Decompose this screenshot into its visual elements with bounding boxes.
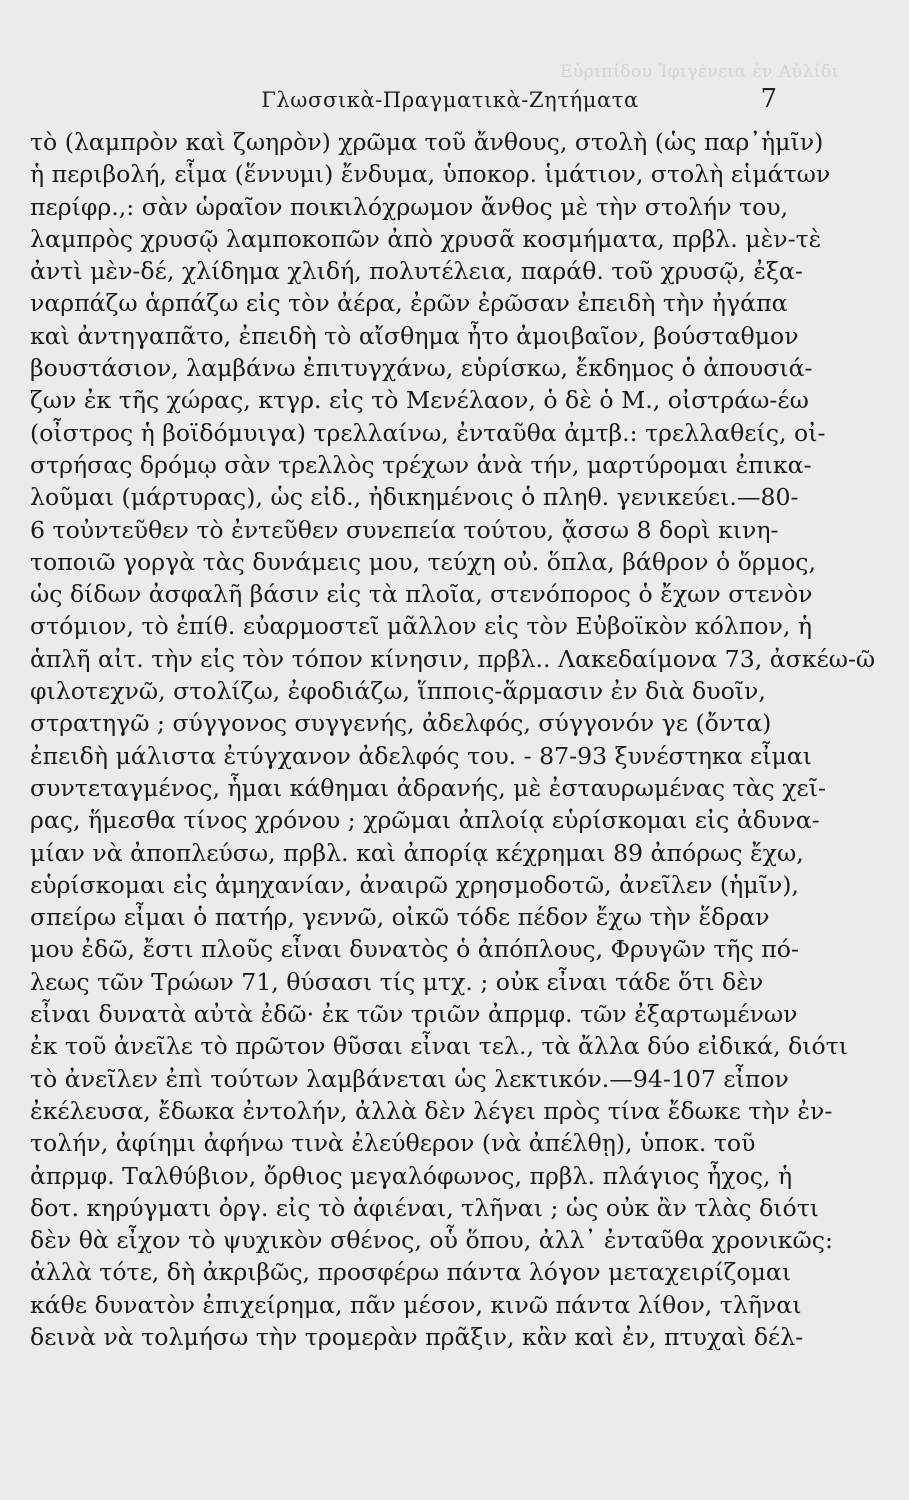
text-line: ἐκ τοῦ ἀνεῖλε τὸ πρῶτον θῦσαι εἶναι τελ., τὰ ἄλλα δύο εἰδικά, διότι (30, 1032, 849, 1061)
text-line: συντεταγμένος, ἧμαι κάθημαι ἀδρανής, μὲ ἐσταυρωμένας τὰς χεῖ- (30, 773, 826, 802)
text-line: ὡς δίδων ἀσφαλῆ βάσιν εἰς τὰ πλοῖα, στενόπορος ὁ ἔχων στενὸν (30, 580, 813, 609)
text-line: σπείρω εἶμαι ὁ πατήρ, γεννῶ, οἰκῶ τόδε πέδον ἔχω τὴν ἕδραν (30, 903, 770, 932)
text-line: ἐκέλευσα, ἔδωκα ἐντολήν, ἀλλὰ δὲν λέγει πρὸς τίνα ἔδωκε τὴν ἐν- (30, 1096, 833, 1125)
text-line: ἐπειδὴ μάλιστα ἐτύγχανον ἀδελφός του. - 87-93 ξυνέστηκα εἶμαι (30, 741, 813, 770)
text-line: δεινὰ νὰ τολμήσω τὴν τρομερὰν πρᾶξιν, κἂν καὶ ἐν, πτυχαὶ δέλ- (30, 1322, 804, 1351)
text-line: τοποιῶ γοργὰ τὰς δυνάμεις μου, τεύχη οὐ. ὅπλα, βάθρον ὁ ὅρμος, (30, 547, 817, 576)
text-line: ρας, ἥμεσθα τίνος χρόνου ; χρῶμαι ἀπλοίᾳ εὑρίσκομαι εἰς ἀδυνα- (30, 806, 820, 835)
page-header (0, 84, 909, 120)
body-text (30, 126, 876, 1353)
text-line: λοῦμαι (μάρτυρας), ὡς εἰδ., ἠδικημένοις ὁ πληθ. γενικεύει.—80- (30, 483, 799, 512)
running-title: Γλωσσικὰ-Πραγματικὰ-Ζητήματα (261, 88, 639, 112)
text-line: δὲν θὰ εἶχον τὸ ψυχικὸν σθένος, οὗ ὅπου, ἀλλ᾽ ἐνταῦθα χρονικῶς: (30, 1226, 833, 1255)
text-line: εἶναι δυνατὰ αὐτὰ ἐδῶ· ἐκ τῶν τριῶν ἀπρμφ. τῶν ἐξαρτωμένων (30, 1000, 798, 1029)
text-line: μίαν νὰ ἀποπλεύσω, πρβλ. καὶ ἀπορίᾳ κέχρημαι 89 ἀπόρως ἔχω, (30, 838, 804, 867)
text-line: ἀπρμφ. Ταλθύβιον, ὄρθιος μεγαλόφωνος, πρβλ. πλάγιος ἦχος, ἡ (30, 1161, 793, 1190)
text-line: δοτ. κηρύγματι ὀργ. εἰς τὸ ἀφιέναι, τλῆναι ; ὡς οὐκ ἂν τλὰς διότι (30, 1193, 820, 1222)
bleed-through-text: Εὐριπίδου Ἰφιγένεια ἐν Αὐλίδι (560, 62, 839, 82)
text-line: (οἶστρος ἡ βοϊδόμυιγα) τρελλαίνω, ἐνταῦθα ἀμτβ.: τρελλαθείς, οἰ- (30, 418, 826, 447)
text-line: ἡ περιβολή, εἷμα (ἕννυμι) ἔνδυμα, ὑποκορ. ἱμάτιον, στολὴ εἱμάτων (30, 160, 831, 189)
text-line: περίφρ.,: σὰν ὡραῖον ποικιλόχρωμον ἄνθος μὲ τὴν στολήν του, (30, 192, 789, 221)
text-line: κάθε δυνατὸν ἐπιχείρημα, πᾶν μέσον, κινῶ πάντα λίθον, τλῆναι (30, 1290, 802, 1319)
text-line: στρατηγῶ ; σύγγονος συγγενής, ἀδελφός, σύγγονόν γε (ὄντα) (30, 709, 772, 738)
text-line: τὸ ἀνεῖλεν ἐπὶ τούτων λαμβάνεται ὡς λεκτικόν.—94-107 εἶπον (30, 1064, 789, 1093)
text-line: φιλοτεχνῶ, στολίζω, ἐφοδιάζω, ἵπποις-ἅρμασιν ἐν διὰ δυοῖν, (30, 677, 766, 706)
text-line: λεως τῶν Τρώων 71, θύσασι τίς μτχ. ; οὐκ εἶναι τάδε ὅτι δὲν (30, 967, 764, 996)
text-line: τὸ (λαμπρὸν καὶ ζωηρὸν) χρῶμα τοῦ ἄνθους, στολὴ (ὡς παρ᾽ἡμῖν) (30, 128, 824, 156)
text-line: μου ἐδῶ, ἔστι πλοῦς εἶναι δυνατὸς ὁ ἀπόπλους, Φρυγῶν τῆς πό- (30, 935, 799, 964)
text-line: 6 τοὐντεῦθεν τὸ ἐντεῦθεν συνεπεία τούτου, ᾄσσω 8 δορὶ κινη- (30, 515, 779, 544)
text-line: στρήσας δρόμῳ σὰν τρελλὸς τρέχων ἀνὰ τήν, μαρτύρομαι ἐπικα- (30, 450, 812, 479)
text-line: ναρπάζω ἁρπάζω εἰς τὸν ἀέρα, ἐρῶν ἐρῶσαν ἐπειδὴ τὴν ἠγάπα (30, 289, 788, 318)
text-line: καὶ ἀντηγαπᾶτο, ἐπειδὴ τὸ αἴσθημα ἦτο ἀμοιβαῖον, βούσταθμον (30, 321, 799, 350)
text-line: λαμπρὸς χρυσῷ λαμποκοπῶν ἀπὸ χρυσᾶ κοσμήματα, πρβλ. μὲν-τὲ (30, 224, 822, 253)
text-line: ἁπλῆ αἰτ. τὴν εἰς τὸν τόπον κίνησιν, πρβλ.. Λακεδαίμονα 73, ἀσκέω-ῶ (30, 644, 876, 673)
text-line: ζων ἐκ τῆς χώρας, κτγρ. εἰς τὸ Μενέλαον, ὁ δὲ ὁ Μ., οἰστράω-έω (30, 386, 809, 415)
text-line: βουστάσιον, λαμβάνω ἐπιτυγχάνω, εὑρίσκω, ἔκδημος ὁ ἀπουσιά- (30, 354, 813, 383)
text-line: στόμιον, τὸ ἐπίθ. εὐαρμοστεῖ μᾶλλον εἰς τὸν Εὐβοϊκὸν κόλπον, ἡ (30, 612, 812, 641)
page-number: 7 (760, 84, 777, 114)
text-line: ἀλλὰ τότε, δὴ ἀκριβῶς, προσφέρω πάντα λόγον μεταχειρίζομαι (30, 1258, 792, 1287)
text-line: τολήν, ἀφίημι ἀφήνω τινὰ ἐλεύθερον (νὰ ἀπέλθῃ), ὑποκ. τοῦ (30, 1129, 756, 1158)
text-line: εὑρίσκομαι εἰς ἀμηχανίαν, ἀναιρῶ χρησμοδοτῶ, ἀνεῖλεν (ἡμῖν), (30, 870, 799, 899)
text-line: ἀντὶ μὲν-δέ, χλίδημα χλιδή, πολυτέλεια, παράθ. τοῦ χρυσῷ, ἐξα- (30, 257, 803, 286)
